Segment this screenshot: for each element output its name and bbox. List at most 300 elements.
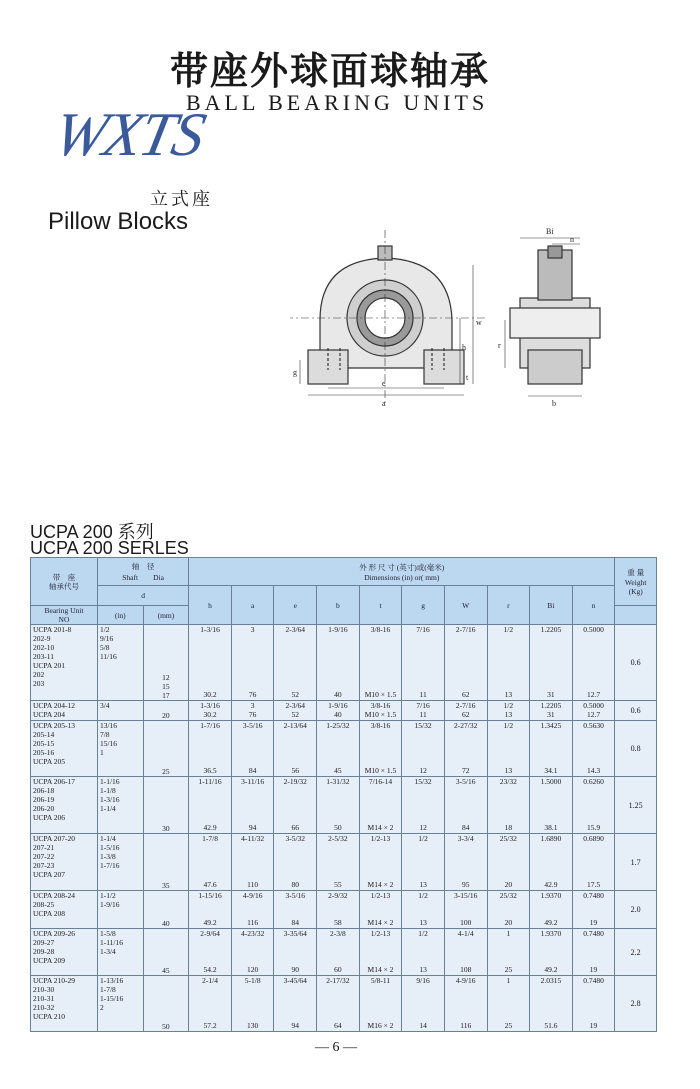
cell-e-values <box>276 701 314 719</box>
cell-h-values <box>191 834 229 889</box>
cell-e-values <box>276 929 314 974</box>
value-mm: 52 <box>291 710 300 719</box>
value-inch: 2-27/32 <box>454 721 478 730</box>
value-inch: 3-5/16 <box>285 891 306 900</box>
spec-table <box>30 557 657 1032</box>
value-mm: 34.1 <box>544 766 558 775</box>
table-row <box>31 929 657 976</box>
value-inch: 2-7/16 <box>455 701 476 710</box>
section-title-en: Pillow Blocks <box>48 208 189 235</box>
header-col-bi: Bi <box>530 586 573 625</box>
cell-a <box>231 721 274 777</box>
cell-a-values <box>234 834 272 889</box>
header-bearing-unit: Bearing Unit NO <box>31 606 98 625</box>
value-inch: 15/32 <box>414 777 432 786</box>
cell-a <box>231 701 274 721</box>
value-inch: 1 <box>506 976 511 985</box>
value-mm: 84 <box>461 823 470 832</box>
series-title-cn: UCPA 200 系列 <box>30 522 154 542</box>
value-inch: 2-3/64 <box>285 625 306 634</box>
cell-g <box>402 891 445 929</box>
value-inch: 1 <box>506 929 511 938</box>
cell-n <box>572 976 615 1032</box>
value-mm: 20 <box>504 918 513 927</box>
cell-t <box>359 701 402 721</box>
cell-t-values <box>362 625 400 699</box>
value-mm: 19 <box>589 965 598 974</box>
header-col-b: b <box>317 586 360 625</box>
dim-label-r: r <box>498 341 501 350</box>
value-mm: 58 <box>334 918 342 927</box>
cell-g <box>402 777 445 834</box>
page-number: — 6 — <box>315 1040 357 1055</box>
cell-a-values <box>234 701 272 719</box>
cell-g-values <box>404 834 442 889</box>
cell-bi <box>530 834 573 891</box>
cell-h <box>189 625 232 701</box>
cell-t-values <box>362 929 400 974</box>
cell-b <box>317 721 360 777</box>
section-title-cn: 立式座 <box>150 189 213 210</box>
value-inch: 3/8-16 <box>370 721 391 730</box>
value-inch: 1-25/32 <box>326 721 350 730</box>
cell-dia-mm: 35 <box>143 834 189 891</box>
cell-h-values <box>191 976 229 1030</box>
cell-r-values <box>490 891 528 927</box>
value-mm: 14.3 <box>586 766 601 775</box>
header-col-h: h <box>189 586 232 625</box>
cell-e <box>274 777 317 834</box>
cell-dia-in: 1-5/8 1-11/16 1-3/4 <box>97 929 143 976</box>
cell-dia-mm: 30 <box>143 777 189 834</box>
header-col-t: t <box>359 586 402 625</box>
value-mm: 25 <box>504 1021 513 1030</box>
value-mm: 15.9 <box>586 823 601 832</box>
value-mm: 120 <box>247 965 259 974</box>
value-inch: 0.7480 <box>583 891 604 900</box>
header-weight-en: Weight <box>624 578 647 587</box>
cell-dia-mm: 20 <box>143 701 189 721</box>
cell-weight: 1.7 <box>615 834 657 891</box>
cell-h <box>189 929 232 976</box>
cell-dia-in: 1-1/16 1-1/8 1-3/16 1-1/4 <box>97 777 143 834</box>
value-mm: 51.6 <box>544 1021 558 1030</box>
cell-h-values <box>191 777 229 832</box>
value-mm: M10 × 1.5 <box>364 766 397 775</box>
cell-h <box>189 777 232 834</box>
cell-t-values <box>362 834 400 889</box>
cell-r <box>487 625 530 701</box>
cell-a <box>231 891 274 929</box>
value-mm: 45 <box>334 766 342 775</box>
pillow-block-drawing <box>290 220 620 420</box>
cell-r-values <box>490 834 528 889</box>
dim-label-g: g <box>293 368 297 377</box>
cell-weight: 2.0 <box>615 891 657 929</box>
value-mm: 30.2 <box>203 690 217 699</box>
cell-w-values <box>447 721 485 775</box>
value-mm: 42.9 <box>203 823 217 832</box>
header-weight-blank <box>615 606 657 625</box>
value-mm: 47.6 <box>203 880 217 889</box>
cell-w <box>444 891 487 929</box>
value-mm: 13 <box>419 965 427 974</box>
value-mm: 40 <box>334 710 342 719</box>
value-inch: 25/32 <box>499 891 517 900</box>
header-shaft <box>97 558 188 586</box>
cell-w-values <box>447 891 485 927</box>
cell-h <box>189 834 232 891</box>
cell-n <box>572 777 615 834</box>
cell-b <box>317 625 360 701</box>
cell-h-values <box>191 701 229 719</box>
value-inch: 0.5000 <box>583 701 604 710</box>
cell-g <box>402 625 445 701</box>
value-inch: 4-9/16 <box>455 976 476 985</box>
cell-n-values <box>575 721 613 775</box>
cell-bi-values <box>532 777 570 832</box>
cell-e-values <box>276 625 314 699</box>
value-inch: 7/16 <box>416 701 430 710</box>
value-inch: 0.5630 <box>583 721 604 730</box>
dim-label-h: h <box>462 343 466 352</box>
value-inch: 2-9/64 <box>200 929 220 938</box>
cell-r <box>487 834 530 891</box>
value-mm: 13 <box>419 918 427 927</box>
dim-label-w: w <box>476 318 482 327</box>
value-mm: 94 <box>248 823 257 832</box>
header-col-g: g <box>402 586 445 625</box>
cell-t <box>359 721 402 777</box>
value-mm: 100 <box>460 918 472 927</box>
value-inch: 2-17/32 <box>326 976 350 985</box>
cell-e <box>274 625 317 701</box>
cell-w-values <box>447 976 485 1030</box>
cell-n-values <box>575 777 613 832</box>
cell-b <box>317 929 360 976</box>
cell-bi <box>530 976 573 1032</box>
cell-h-values <box>191 891 229 927</box>
dim-label-a: a <box>382 399 386 408</box>
cell-bi <box>530 929 573 976</box>
value-inch: 1/2 <box>503 721 514 730</box>
value-mm: 54.2 <box>203 965 217 974</box>
value-inch: 7/16 <box>416 625 430 634</box>
value-inch: 0.5000 <box>583 625 604 634</box>
cell-e <box>274 721 317 777</box>
value-mm: 110 <box>247 880 259 889</box>
cell-w <box>444 701 487 721</box>
page-title-en: BALL BEARING UNITS <box>186 90 489 115</box>
cell-unit: UCPA 201-8 202-9 202-10 203-11 UCPA 201 202 203 <box>31 625 98 701</box>
value-inch: 3-3/4 <box>457 834 474 843</box>
cell-unit: UCPA 206-17 206-18 206-19 206-20 UCPA 206 <box>31 777 98 834</box>
table-row <box>31 976 657 1032</box>
value-mm: 90 <box>291 965 300 974</box>
value-inch: 1-15/16 <box>198 891 222 900</box>
cell-e <box>274 701 317 721</box>
cell-r-values <box>490 976 528 1030</box>
cell-r <box>487 777 530 834</box>
value-mm: 52 <box>291 690 300 699</box>
cell-w-values <box>447 625 485 699</box>
cell-unit: UCPA 207-20 207-21 207-22 207-23 UCPA 207 <box>31 834 98 891</box>
value-inch: 3 <box>250 701 255 710</box>
cell-dia-in: 13/16 7/8 15/16 1 <box>97 721 143 777</box>
cell-h <box>189 721 232 777</box>
cell-weight: 0.8 <box>615 721 657 777</box>
value-mm: 50 <box>334 823 342 832</box>
cell-w-values <box>447 701 485 719</box>
value-mm: 76 <box>248 690 257 699</box>
cell-t <box>359 625 402 701</box>
cell-t <box>359 891 402 929</box>
value-inch: 4-11/32 <box>241 834 265 843</box>
value-mm: 31 <box>547 690 555 699</box>
cell-bi-values <box>532 929 570 974</box>
value-inch: 1-7/8 <box>202 834 218 843</box>
cell-g <box>402 929 445 976</box>
value-mm: 40 <box>334 690 342 699</box>
cell-dia-mm: 25 <box>143 721 189 777</box>
value-inch: 1/2 <box>418 929 428 938</box>
value-inch: 1.9370 <box>540 929 562 938</box>
cell-e-values <box>276 777 314 832</box>
value-inch: 1-11/16 <box>198 777 222 786</box>
cell-t <box>359 976 402 1032</box>
value-mm: 17.5 <box>586 880 601 889</box>
value-inch: 1/2 <box>503 625 514 634</box>
value-inch: 3-5/16 <box>242 721 263 730</box>
cell-t <box>359 834 402 891</box>
value-mm: 12.7 <box>586 690 601 699</box>
value-mm: 62 <box>461 690 470 699</box>
series-title-en: UCPA 200 SERLES <box>30 538 189 558</box>
value-inch: 1-9/16 <box>328 625 348 634</box>
cell-t-values <box>362 721 400 775</box>
value-inch: 2-3/8 <box>329 929 346 938</box>
header-col-a: a <box>231 586 274 625</box>
table-body <box>31 625 657 1032</box>
value-inch: 5/8-11 <box>370 976 391 985</box>
cell-w <box>444 976 487 1032</box>
header-col-n: n <box>572 586 615 625</box>
value-inch: 1/2 <box>418 834 428 843</box>
cell-a-values <box>234 777 272 832</box>
cell-n-values <box>575 976 613 1030</box>
header-dim-en: Dimensions (in) or( mm) <box>364 572 440 582</box>
value-inch: 2-9/32 <box>328 891 348 900</box>
header-dim-cn: 外 形 尺 寸 (英寸)或(毫米) <box>359 562 445 572</box>
cell-w <box>444 834 487 891</box>
value-mm: 19 <box>589 1021 598 1030</box>
value-inch: 3-45/64 <box>283 976 307 985</box>
value-mm: M16 × 2 <box>367 1021 394 1030</box>
value-mm: M10 × 1.5 <box>364 690 397 699</box>
cell-r-values <box>490 929 528 974</box>
value-inch: 1.6890 <box>540 834 562 843</box>
value-mm: 80 <box>291 880 300 889</box>
cell-r <box>487 976 530 1032</box>
value-mm: 56 <box>291 766 300 775</box>
cell-bi <box>530 721 573 777</box>
value-inch: 0.7480 <box>583 929 604 938</box>
cell-unit: UCPA 204-12 UCPA 204 <box>31 701 98 721</box>
cell-t-values <box>362 701 400 719</box>
cell-bi-values <box>532 834 570 889</box>
cell-r-values <box>490 721 528 775</box>
header-shaft-cn: 轴 径 <box>131 561 155 571</box>
cell-r <box>487 701 530 721</box>
table-row <box>31 721 657 777</box>
value-mm: 95 <box>461 880 470 889</box>
cell-t-values <box>362 891 400 927</box>
cell-g-values <box>404 891 442 927</box>
value-inch: 7/16-14 <box>368 777 393 786</box>
cell-dia-in: 1/2 9/16 5/8 11/16 <box>97 625 143 701</box>
cell-bi <box>530 777 573 834</box>
cell-unit: UCPA 205-13 205-14 205-15 205-16 UCPA 205 <box>31 721 98 777</box>
cell-t-values <box>362 777 400 832</box>
header-d: d <box>97 586 188 606</box>
cell-a-values <box>234 929 272 974</box>
value-mm: 30.2 <box>203 710 217 719</box>
cell-a <box>231 976 274 1032</box>
cell-n-values <box>575 701 613 719</box>
value-inch: 2-13/64 <box>283 721 307 730</box>
cell-dia-in: 1-1/2 1-9/16 <box>97 891 143 929</box>
cell-n-values <box>575 625 613 699</box>
cell-n-values <box>575 929 613 974</box>
cell-b-values <box>319 929 357 974</box>
value-mm: 18 <box>504 823 513 832</box>
dim-label-e: e <box>382 379 386 388</box>
value-mm: 20 <box>504 880 513 889</box>
header-col-e: e <box>274 586 317 625</box>
cell-w <box>444 721 487 777</box>
value-inch: 1.2205 <box>540 701 562 710</box>
cell-e-values <box>276 976 314 1030</box>
table-row <box>31 625 657 701</box>
value-mm: 42.9 <box>544 880 558 889</box>
cell-w <box>444 625 487 701</box>
cell-b-values <box>319 777 357 832</box>
header-in: (in) <box>97 606 143 625</box>
value-inch: 1.9370 <box>540 891 562 900</box>
value-inch: 1/2-13 <box>370 929 391 938</box>
value-inch: 3-11/16 <box>241 777 265 786</box>
value-inch: 2-7/16 <box>455 625 476 634</box>
value-inch: 1/2-13 <box>370 834 391 843</box>
cell-r-values <box>490 777 528 832</box>
value-inch: 3/8-16 <box>370 701 391 710</box>
cell-unit: UCPA 209-26 209-27 209-28 UCPA 209 <box>31 929 98 976</box>
cell-b-values <box>319 891 357 927</box>
value-mm: 72 <box>461 766 470 775</box>
cell-h-values <box>191 721 229 775</box>
value-inch: 1.3425 <box>540 721 562 730</box>
value-mm: M14 × 2 <box>367 965 394 974</box>
cell-n <box>572 625 615 701</box>
value-inch: 2-5/32 <box>328 834 348 843</box>
cell-g-values <box>404 721 442 775</box>
cell-b <box>317 891 360 929</box>
cell-e <box>274 976 317 1032</box>
cell-bi <box>530 625 573 701</box>
cell-b-values <box>319 834 357 889</box>
cell-weight: 0.6 <box>615 625 657 701</box>
cell-dia-mm: 45 <box>143 929 189 976</box>
dim-label-t: t <box>466 373 469 382</box>
value-inch: 9/16 <box>416 976 430 985</box>
value-inch: 2-19/32 <box>283 777 307 786</box>
value-mm: M14 × 2 <box>367 880 394 889</box>
value-inch: 2-1/4 <box>202 976 218 985</box>
value-mm: 64 <box>334 1021 342 1030</box>
value-inch: 1.5000 <box>540 777 562 786</box>
value-inch: 1/2-13 <box>370 891 391 900</box>
cell-a <box>231 777 274 834</box>
page-title-cn: 带座外球面球轴承 <box>170 48 491 93</box>
value-mm: 94 <box>291 1021 300 1030</box>
value-mm: 12 <box>419 823 427 832</box>
table-row <box>31 701 657 721</box>
value-mm: 130 <box>247 1021 259 1030</box>
value-inch: 0.7480 <box>583 976 604 985</box>
cell-e <box>274 834 317 891</box>
cell-w <box>444 777 487 834</box>
value-inch: 0.6260 <box>583 777 604 786</box>
cell-bi-values <box>532 625 570 699</box>
header-col-r: r <box>487 586 530 625</box>
value-inch: 1-9/16 <box>328 701 348 710</box>
value-mm: 36.5 <box>203 766 217 775</box>
value-inch: 3-5/32 <box>285 834 306 843</box>
table-row <box>31 834 657 891</box>
cell-r-values <box>490 625 528 699</box>
cell-weight: 2.8 <box>615 976 657 1032</box>
value-inch: 1-3/16 <box>200 625 220 634</box>
cell-a <box>231 929 274 976</box>
header-shaft-en: Shaft Dia <box>122 572 164 582</box>
cell-dia-mm: 40 <box>143 891 189 929</box>
cell-weight: 1.25 <box>615 777 657 834</box>
value-mm: 19 <box>589 918 598 927</box>
cell-n-values <box>575 834 613 889</box>
value-inch: 5-1/8 <box>244 976 261 985</box>
cell-g <box>402 721 445 777</box>
value-inch: 3/8-16 <box>370 625 391 634</box>
cell-n <box>572 721 615 777</box>
value-inch: 0.6890 <box>583 834 604 843</box>
cell-n <box>572 929 615 976</box>
cell-e <box>274 929 317 976</box>
cell-a <box>231 834 274 891</box>
value-mm: 76 <box>248 710 257 719</box>
cell-b-values <box>319 721 357 775</box>
value-mm: 49.2 <box>544 918 558 927</box>
value-mm: 13 <box>504 690 513 699</box>
cell-dia-mm: 12 15 17 <box>143 625 189 701</box>
cell-g-values <box>404 701 442 719</box>
cell-h-values <box>191 929 229 974</box>
cell-dia-mm: 50 <box>143 976 189 1032</box>
header-weight-cn: 重 量 <box>627 568 645 577</box>
value-mm: 66 <box>291 823 300 832</box>
cell-r <box>487 929 530 976</box>
value-mm: 60 <box>334 965 342 974</box>
header-col-w: W <box>444 586 487 625</box>
